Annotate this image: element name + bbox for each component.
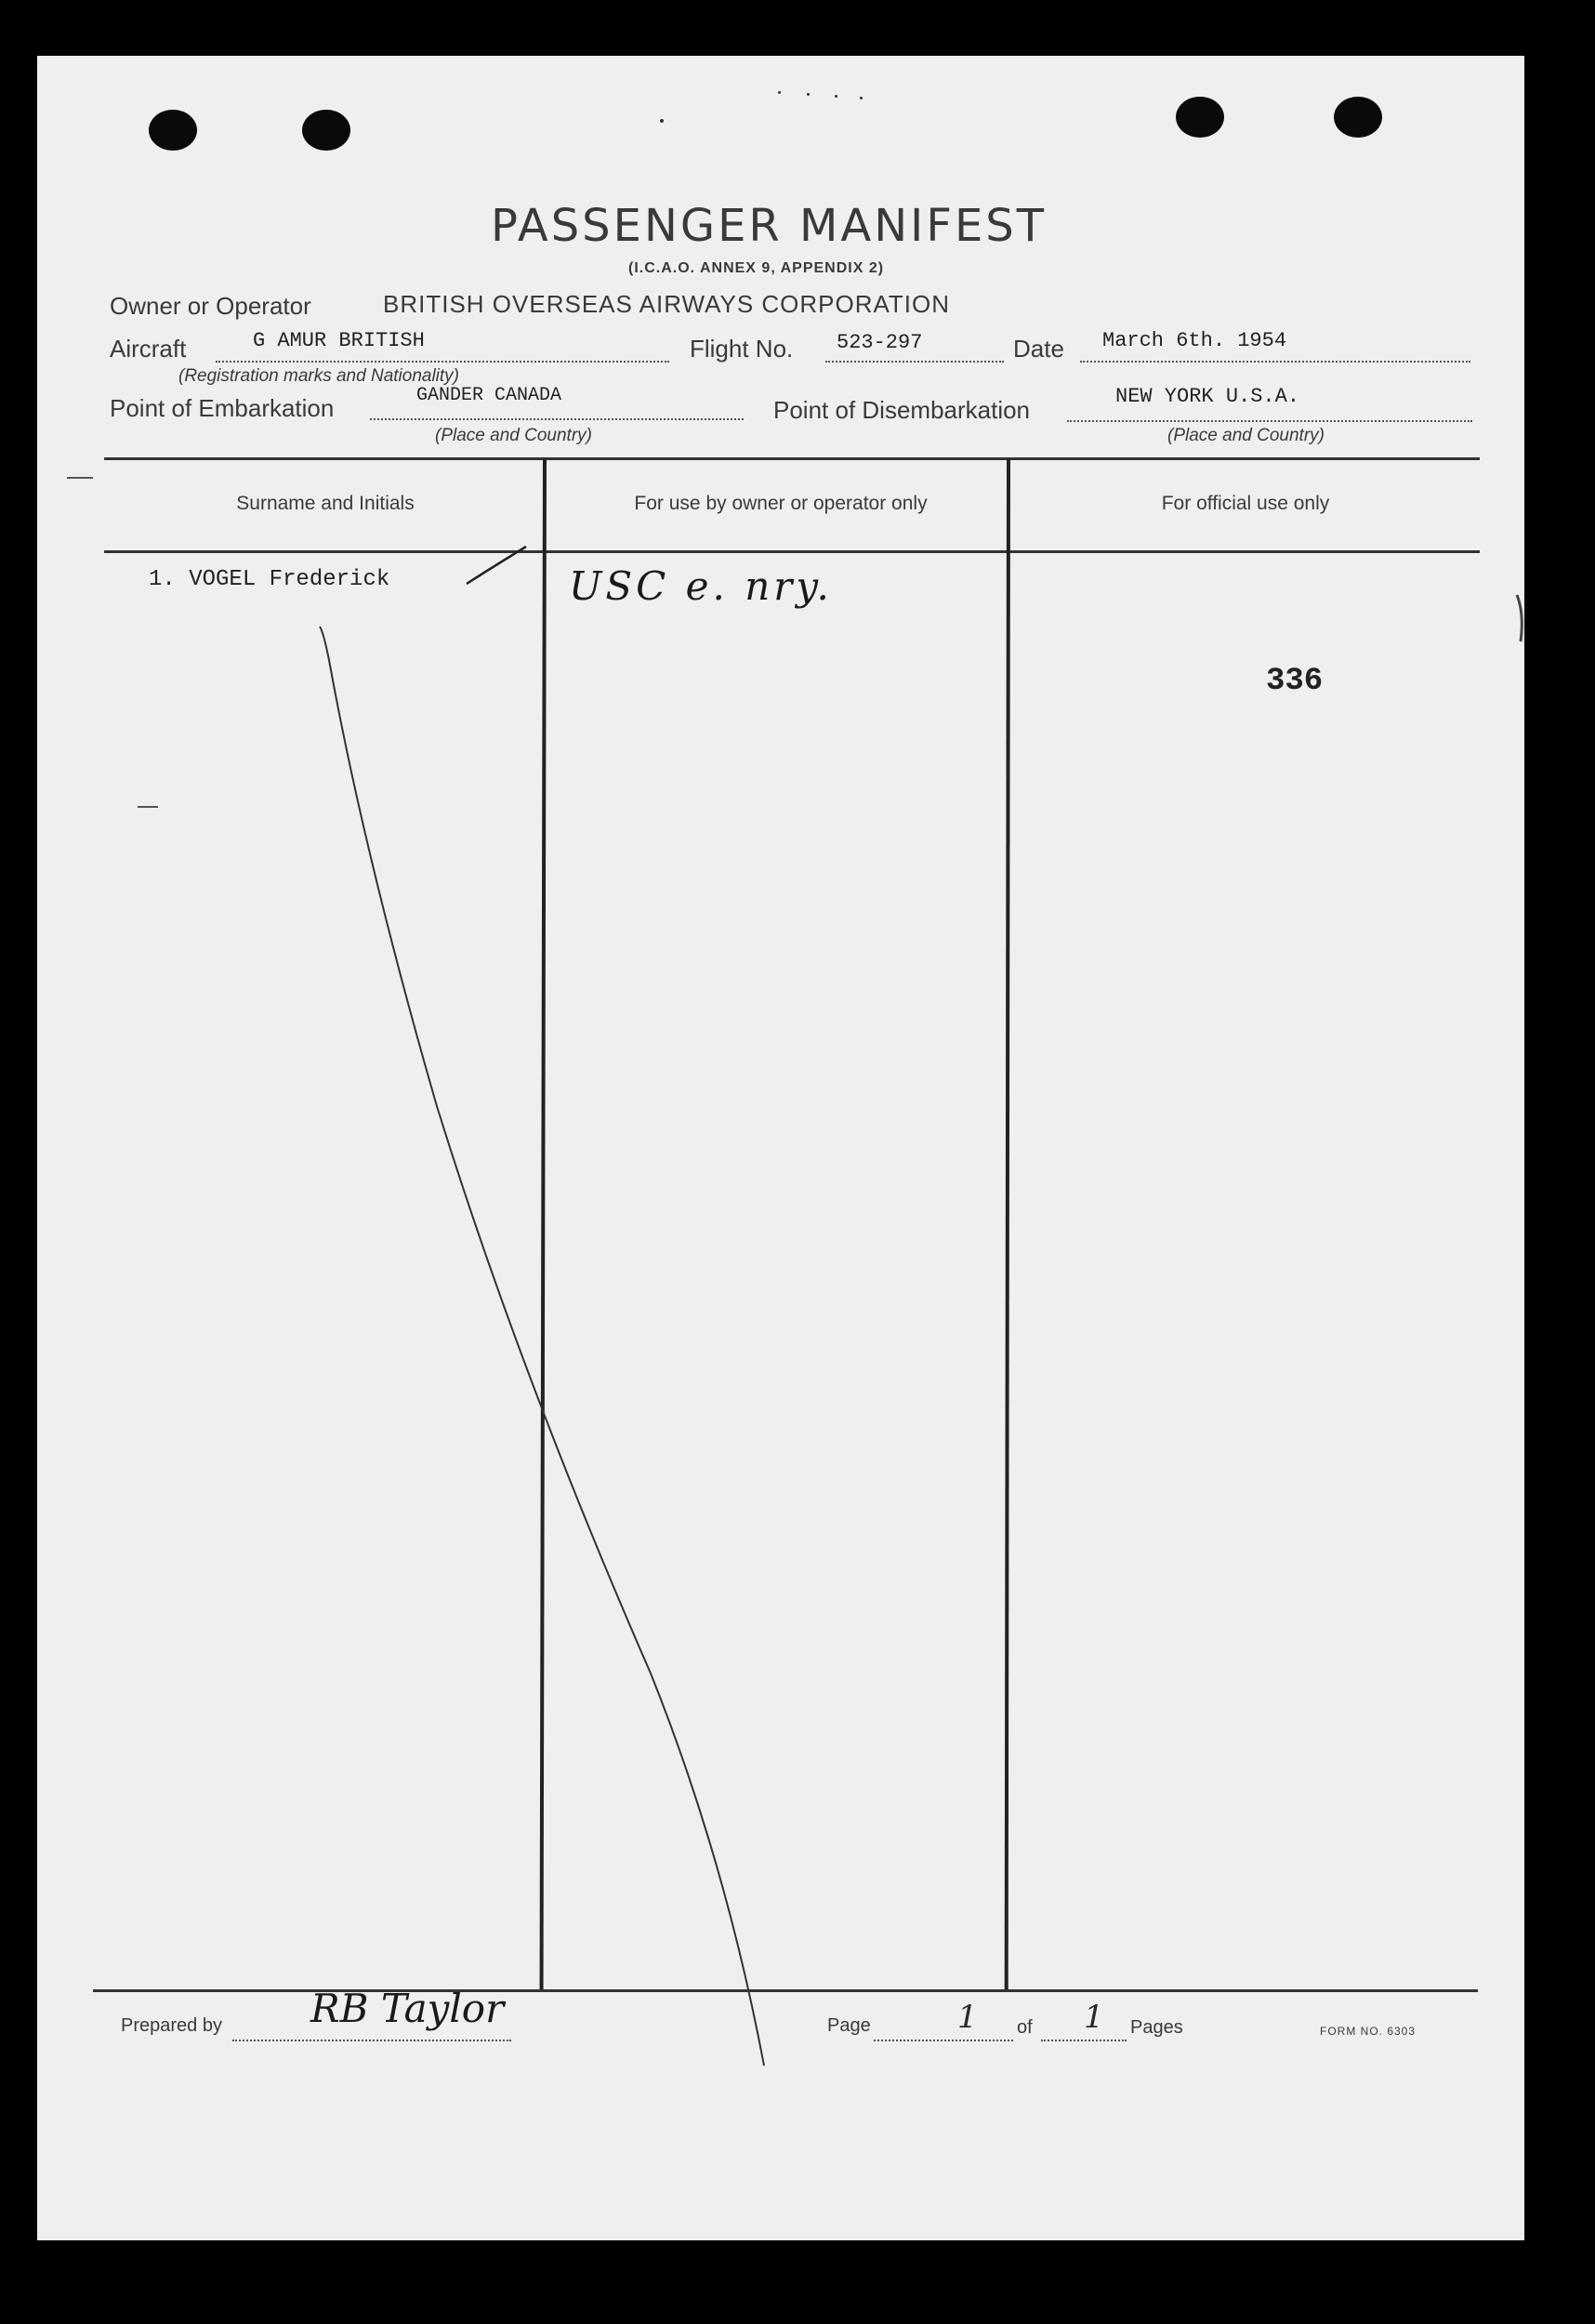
page-label: Page — [827, 2015, 871, 2036]
check-mark — [467, 547, 526, 584]
aircraft-value: G AMUR BRITISH — [253, 329, 425, 352]
page-edge-mark — [1517, 595, 1522, 641]
owner-value: BRITISH OVERSEAS AIRWAYS CORPORATION — [383, 290, 951, 318]
embarkation-label: Point of Embarkation — [110, 394, 335, 422]
column-header-operator: For use by owner or operator only — [634, 493, 928, 514]
operator-note: USC e. nry. — [569, 563, 833, 609]
column-header-official: For official use only — [1161, 493, 1330, 514]
passenger-name: 1. VOGEL Frederick — [149, 567, 390, 592]
page-title: PASSENGER MANIFEST — [491, 200, 1048, 252]
date-label: Date — [1013, 335, 1064, 363]
page-subtitle: (I.C.A.O. ANNEX 9, APPENDIX 2) — [628, 260, 885, 276]
embarkation-note: (Place and Country) — [435, 426, 592, 445]
embarkation-value: GANDER CANADA — [416, 385, 562, 406]
form-number: FORM NO. 6303 — [1320, 2025, 1417, 2038]
column-header-name: Surname and Initials — [236, 493, 415, 514]
date-value: March 6th. 1954 — [1102, 329, 1287, 352]
prepared-field-line — [232, 2040, 511, 2041]
aircraft-note: (Registration marks and Nationality) — [178, 366, 460, 386]
disembarkation-label: Point of Disembarkation — [773, 396, 1031, 424]
pages-value: 1 — [1084, 1999, 1104, 2036]
pages-field-line — [1041, 2040, 1127, 2041]
flight-value: 523-297 — [837, 331, 923, 354]
pages-label: Pages — [1130, 2017, 1183, 2038]
disembarkation-note: (Place and Country) — [1167, 426, 1325, 445]
flight-label: Flight No. — [690, 335, 794, 363]
stamp-number: 336 — [1266, 664, 1324, 699]
of-label: of — [1017, 2017, 1033, 2038]
diagonal-pencil-line — [320, 627, 764, 2066]
owner-label: Owner or Operator — [110, 292, 311, 320]
page-value: 1 — [957, 1999, 978, 2036]
prepared-label: Prepared by — [121, 2015, 222, 2036]
disembarkation-value: NEW YORK U.S.A. — [1115, 385, 1300, 408]
page-field-line — [874, 2040, 1013, 2041]
prepared-signature: RB Taylor — [310, 1986, 505, 2031]
aircraft-label: Aircraft — [110, 335, 187, 363]
